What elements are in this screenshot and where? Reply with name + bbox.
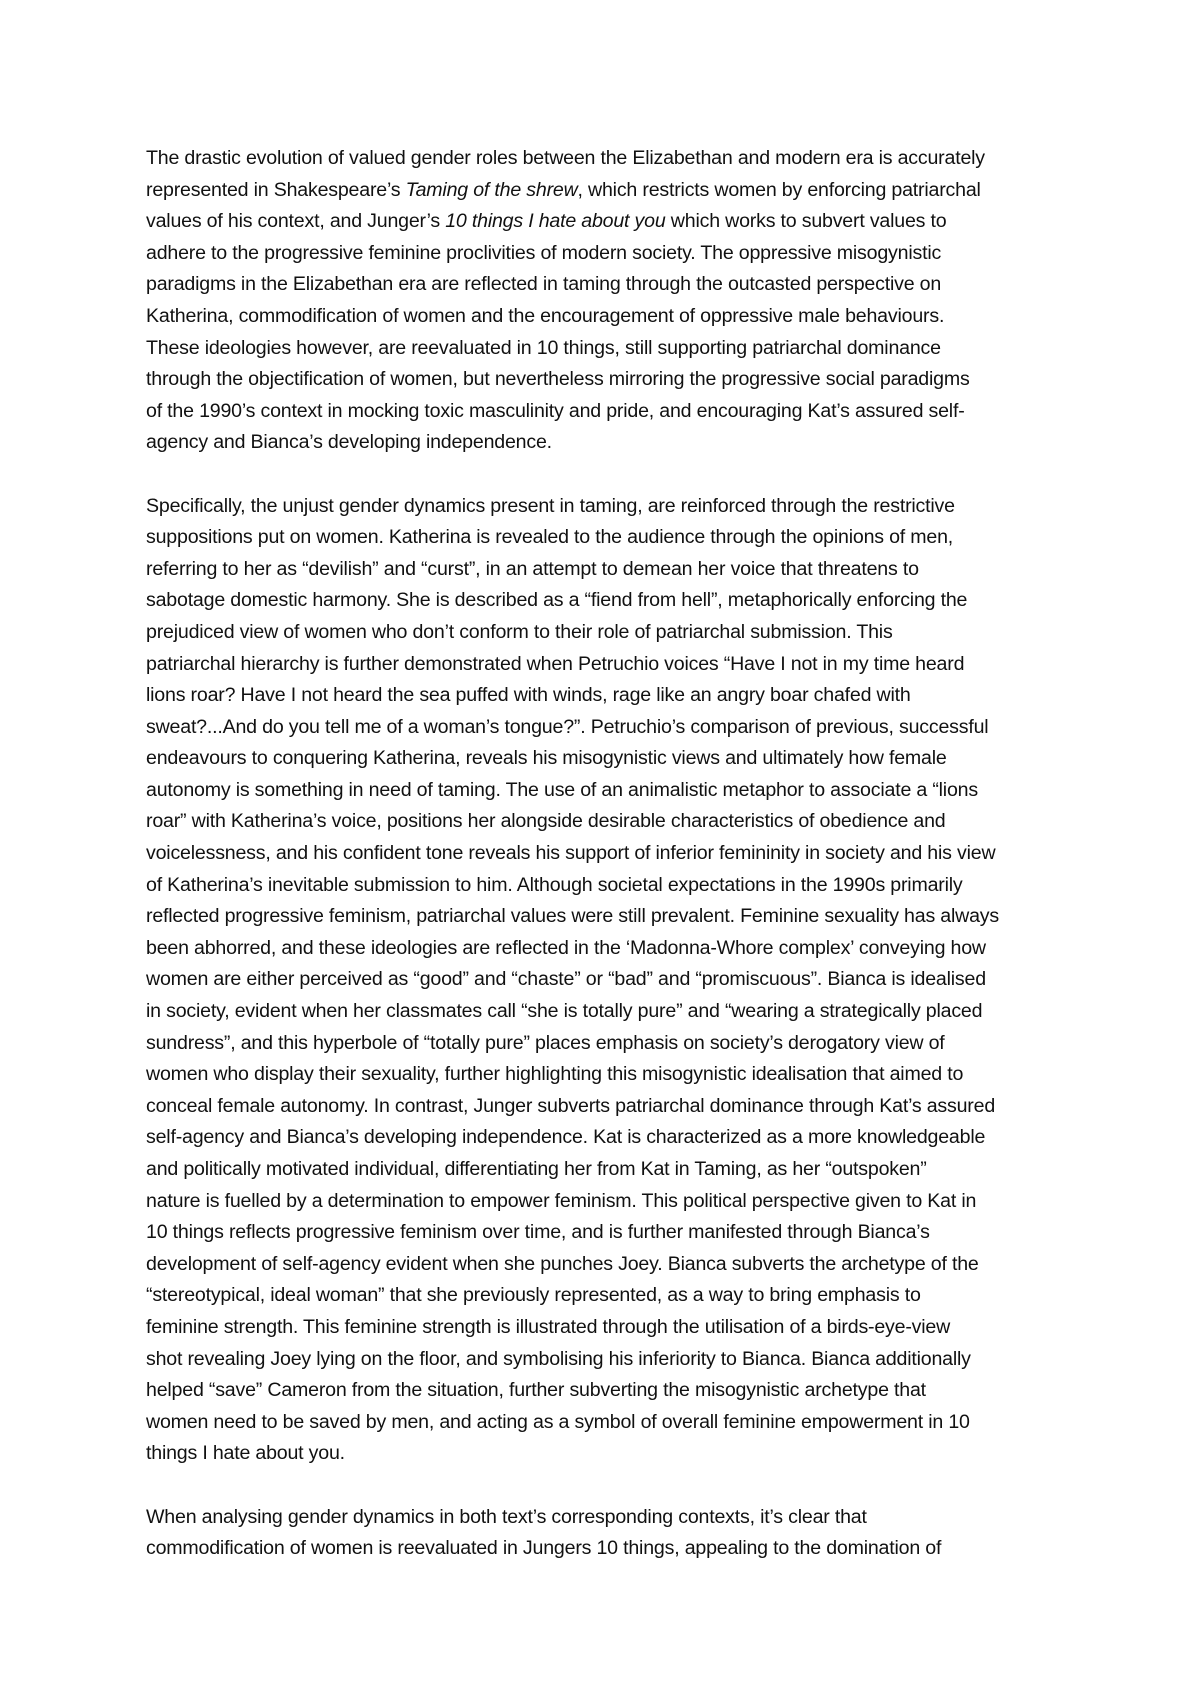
text-line: [146, 1217, 1070, 1249]
text-line: [146, 554, 1070, 586]
text-run: nature is fuelled by a determination to empower feminism. This political perspective given to Kat in: [146, 1189, 977, 1212]
text-line: [146, 269, 1070, 301]
text-line: [146, 1502, 1070, 1534]
text-line: [146, 175, 1070, 207]
text-run: adhere to the progressive feminine proclivities of modern society. The oppressive misogynistic: [146, 241, 942, 264]
text-run: endeavours to conquering Katherina, reveals his misogynistic views and ultimately how female: [146, 747, 947, 770]
text-run: feminine strength. This feminine strength is illustrated through the utilisation of a birds-eye-view: [146, 1315, 951, 1338]
text-line: [146, 333, 1070, 365]
text-line: [146, 427, 1070, 459]
text-line: [146, 1028, 1070, 1060]
text-run: through the objectification of women, but nevertheless mirroring the progressive social paradigms: [146, 368, 970, 391]
text-line: [146, 1375, 1070, 1407]
text-line: [146, 1312, 1070, 1344]
text-run: and politically motivated individual, differentiating her from Kat in Taming, as her “outspoken”: [146, 1158, 927, 1180]
text-run: prejudiced view of women who don’t conform to their role of patriarchal submission. This: [146, 620, 893, 643]
text-line: [146, 964, 1070, 996]
text-run: paradigms in the Elizabethan era are reflected in taming through the outcasted perspective on: [146, 273, 942, 296]
text-run: patriarchal hierarchy is further demonstrated when Petruchio voices “Have I not in my time heard: [146, 652, 965, 675]
text-run: of the 1990’s context in mocking toxic masculinity and pride, and encouraging Kat’s assured self-: [146, 399, 965, 422]
text-line: [146, 996, 1070, 1028]
text-line: [146, 1280, 1070, 1312]
text-line: [146, 1407, 1070, 1439]
text-run: commodification of women is reevaluated in Jungers 10 things, appealing to the domination of: [146, 1537, 942, 1560]
text-run: women who display their sexuality, further highlighting this misogynistic idealisation that aimed to: [146, 1063, 964, 1086]
text-run: sweat?...And do you tell me of a woman’s tongue?”. Petruchio’s comparison of previous, successful: [146, 715, 989, 738]
text-run: Katherina, commodification of women and the encouragement of oppressive male behaviours.: [146, 304, 945, 327]
text-run: self-agency and Bianca’s developing independence. Kat is characterized as a more knowledgeable: [146, 1126, 986, 1149]
text-run: 10 things reflects progressive feminism over time, and is further manifested through Bianca’s: [146, 1221, 930, 1244]
text-line: [146, 901, 1070, 933]
text-line: [146, 680, 1070, 712]
text-run: shot revealing Joey lying on the floor, and symbolising his inferiority to Bianca. Bianca additionally: [146, 1347, 971, 1370]
document-page: [146, 143, 1070, 1596]
text-line: [146, 364, 1070, 396]
text-run: women need to be saved by men, and acting as a symbol of overall feminine empowerment in 10: [146, 1410, 970, 1433]
text-run: helped “save” Cameron from the situation, further subverting the misogynistic archetype that: [146, 1379, 926, 1402]
text-line: [146, 1186, 1070, 1218]
text-run: These ideologies however, are reevaluated in 10 things, still supporting patriarchal dominance: [146, 336, 941, 359]
text-run: conceal female autonomy. In contrast, Junger subverts patriarchal dominance through Kat’s assured: [146, 1094, 996, 1117]
text-run: values of his context, and Junger’s: [146, 210, 446, 233]
text-line: [146, 1091, 1070, 1123]
text-run: represented in Shakespeare’s: [146, 178, 406, 201]
text-line: [146, 1344, 1070, 1376]
text-run: referring to her as “devilish” and “curst”, in an attempt to demean her voice that threatens to: [146, 557, 919, 580]
text-line: [146, 712, 1070, 744]
text-run: women are either perceived as “good” and “chaste” or “bad” and “promiscuous”. Bianca is idealised: [146, 968, 986, 991]
text-line: [146, 838, 1070, 870]
text-run: suppositions put on women. Katherina is revealed to the audience through the opinions of men,: [146, 526, 954, 549]
text-run: in society, evident when her classmates call “she is totally pure” and “wearing a strategically placed: [146, 1000, 983, 1023]
text-line: [146, 806, 1070, 838]
text-run: of Katherina’s inevitable submission to him. Although societal expectations in the 1990s primarily: [146, 873, 963, 896]
text-run: autonomy is something in need of taming. The use of an animalistic metaphor to associate a “lions: [146, 778, 978, 801]
text-run: “stereotypical, ideal woman” that she previously represented, as a way to bring emphasis to: [146, 1284, 921, 1307]
text-run: Specifically, the unjust gender dynamics present in taming, are reinforced through the restrictive: [146, 494, 955, 517]
text-line: [146, 1122, 1070, 1154]
text-line: [146, 396, 1070, 428]
text-line: [146, 238, 1070, 270]
text-run: been abhorred, and these ideologies are reflected in the ‘Madonna-Whore complex’ conveying how: [146, 936, 986, 959]
text-line: [146, 491, 1070, 523]
text-run: development of self-agency evident when she punches Joey. Bianca subverts the archetype of the: [146, 1252, 979, 1275]
text-line: [146, 1438, 1070, 1470]
text-run: roar” with Katherina’s voice, positions her alongside desirable characteristics of obedience and: [146, 810, 946, 833]
text-line: [146, 206, 1070, 238]
text-run: sabotage domestic harmony. She is described as a “fiend from hell”, metaphorically enforcing the: [146, 589, 968, 612]
text-run: which works to subvert values to: [665, 210, 947, 233]
text-run: When analysing gender dynamics in both text’s corresponding contexts, it’s clear that: [146, 1505, 867, 1528]
italic-title: Taming of the shrew: [405, 178, 578, 201]
body-paragraph: [146, 491, 1070, 1470]
text-line: [146, 743, 1070, 775]
body-paragraph: [146, 143, 1070, 459]
text-line: [146, 1059, 1070, 1091]
text-run: things I hate about you.: [146, 1442, 345, 1465]
text-run: reflected progressive feminism, patriarchal values were still prevalent. Feminine sexuality has always: [146, 905, 999, 928]
text-line: [146, 1249, 1070, 1281]
body-paragraph: [146, 1502, 1070, 1565]
italic-title: 10 things I hate about you: [445, 210, 666, 233]
text-line: [146, 870, 1070, 902]
text-line: [146, 775, 1070, 807]
text-run: , which restricts women by enforcing patriarchal: [577, 178, 981, 201]
text-run: The drastic evolution of valued gender roles between the Elizabethan and modern era is accurately: [146, 147, 985, 169]
text-line: [146, 301, 1070, 333]
text-line: [146, 933, 1070, 965]
text-run: agency and Bianca’s developing independence.: [146, 431, 552, 454]
text-line: [146, 1154, 1070, 1186]
text-line: [146, 585, 1070, 617]
text-line: [146, 143, 1070, 175]
text-run: sundress”, and this hyperbole of “totally pure” places emphasis on society’s derogatory view of: [146, 1031, 945, 1054]
text-line: [146, 522, 1070, 554]
text-line: [146, 1533, 1070, 1565]
text-run: voicelessness, and his confident tone reveals his support of inferior femininity in society and his view: [146, 842, 996, 865]
text-line: [146, 617, 1070, 649]
text-line: [146, 649, 1070, 681]
text-run: lions roar? Have I not heard the sea puffed with winds, rage like an angry boar chafed with: [146, 684, 911, 707]
